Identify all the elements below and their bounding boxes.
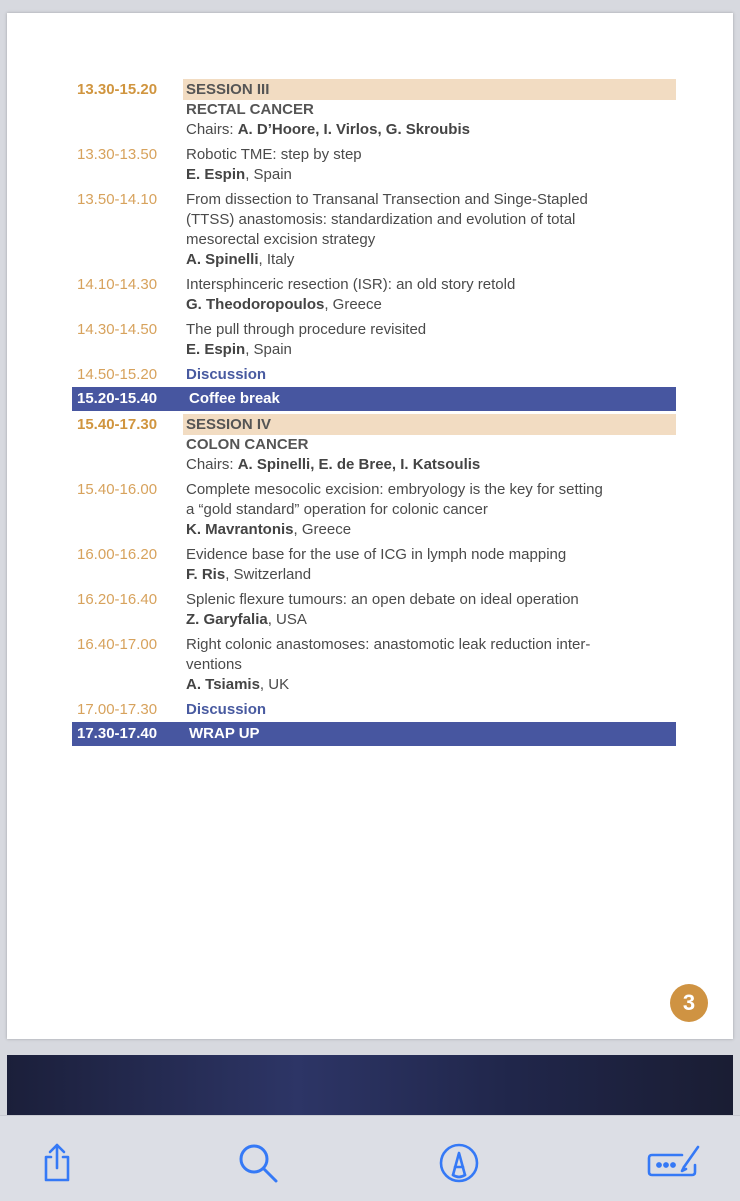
talk-title-line: (TTSS) anastomosis: standardization and evolution of total (186, 211, 576, 228)
talk-speaker: A. Tsiamis, UK (186, 676, 290, 693)
discussion-label: Discussion (186, 701, 267, 718)
break-time: 15.20-15.40 (77, 390, 158, 407)
discussion-time: 14.50-15.20 (77, 366, 158, 383)
talk-time: 13.30-13.50 (77, 146, 158, 163)
talk-speaker: K. Mavrantonis, Greece (186, 521, 352, 538)
talk-time: 15.40-16.00 (77, 481, 158, 498)
talk-title-line: Complete mesocolic excision: embryology is the key for setting (186, 481, 603, 498)
speaker-country: UK (268, 676, 290, 693)
talk-title-line: Robotic TME: step by step (186, 146, 362, 163)
break-label: Coffee break (189, 390, 280, 407)
talk-title-line: a “gold standard” operation for colonic cancer (186, 501, 488, 518)
talk-title-line: The pull through procedure revisited (186, 321, 427, 338)
chairs-names: A. D’Hoore, I. Virlos, G. Skroubis (237, 121, 470, 138)
talk-speaker: E. Espin, Spain (186, 341, 292, 358)
session-time: 15.40-17.30 (77, 416, 158, 433)
speaker-name: A. Tsiamis (186, 676, 260, 693)
talk-title-line: Evidence base for the use of ICG in lymph node mapping (186, 546, 567, 563)
session-chairs (186, 455, 676, 475)
share-icon[interactable] (35, 1141, 79, 1185)
speaker-country: Spain (253, 166, 292, 183)
speaker-name: E. Espin (186, 166, 246, 183)
talk-title-line: mesorectal excision strategy (186, 231, 376, 248)
chairs-prefix: Chairs: (186, 121, 238, 138)
discussion-time: 17.00-17.30 (77, 701, 158, 718)
talk-time: 16.20-16.40 (77, 591, 158, 608)
speaker-name: A. Spinelli (186, 251, 259, 268)
pdf-page[interactable] (7, 13, 733, 1039)
talk-speaker: F. Ris, Switzerland (186, 566, 312, 583)
speaker-name: E. Espin (186, 341, 246, 358)
session-title: COLON CANCER (186, 436, 309, 453)
talk-title-line: Splenic flexure tumours: an open debate on ideal operation (186, 591, 579, 608)
session-title: RECTAL CANCER (186, 101, 314, 118)
talk-speaker: E. Espin, Spain (186, 166, 292, 183)
break-label: WRAP UP (189, 725, 260, 742)
discussion-label: Discussion (186, 366, 267, 383)
markup-icon[interactable] (437, 1141, 481, 1185)
speaker-country: Spain (253, 341, 292, 358)
talk-title-line: Intersphinceric resection (ISR): an old story retold (186, 276, 516, 293)
chairs-prefix: Chairs: (186, 456, 238, 473)
speaker-country: USA (276, 611, 307, 628)
speaker-name: Z. Garyfalia (186, 611, 268, 628)
speaker-name: F. Ris (186, 566, 226, 583)
session-chairs (186, 120, 676, 140)
session-label: SESSION III (186, 81, 270, 98)
talk-speaker: G. Theodoropoulos, Greece (186, 296, 382, 313)
speaker-name: G. Theodoropoulos (186, 296, 325, 313)
break-bar (72, 387, 676, 411)
talk-time: 16.00-16.20 (77, 546, 158, 563)
speaker-country: Greece (332, 296, 382, 313)
talk-title-line: ventions (186, 656, 242, 673)
session-label: SESSION IV (186, 416, 272, 433)
page-number-badge: 3 (670, 984, 708, 1022)
speaker-country: Switzerland (233, 566, 312, 583)
session-time: 13.30-15.20 (77, 81, 158, 98)
talk-time: 13.50-14.10 (77, 191, 158, 208)
form-fill-icon[interactable] (646, 1141, 702, 1185)
speaker-country: Italy (266, 251, 295, 268)
speaker-country: Greece (301, 521, 352, 538)
talk-speaker: Z. Garyfalia, USA (186, 611, 307, 628)
talk-title-line: Right colonic anastomoses: anastomotic leak reduction inter- (186, 636, 591, 653)
break-time: 17.30-17.40 (77, 725, 158, 742)
break-bar (72, 722, 676, 746)
talk-time: 14.30-14.50 (77, 321, 158, 338)
talk-time: 14.10-14.30 (77, 276, 158, 293)
talk-time: 16.40-17.00 (77, 636, 158, 653)
talk-speaker: A. Spinelli, Italy (186, 251, 295, 268)
talk-title-line: From dissection to Transanal Transection and Singe-Stapled (186, 191, 588, 208)
chairs-names: A. Spinelli, E. de Bree, I. Katsoulis (237, 456, 481, 473)
search-icon[interactable] (236, 1141, 280, 1185)
speaker-name: K. Mavrantonis (186, 521, 294, 538)
bottom-toolbar (0, 1115, 740, 1201)
